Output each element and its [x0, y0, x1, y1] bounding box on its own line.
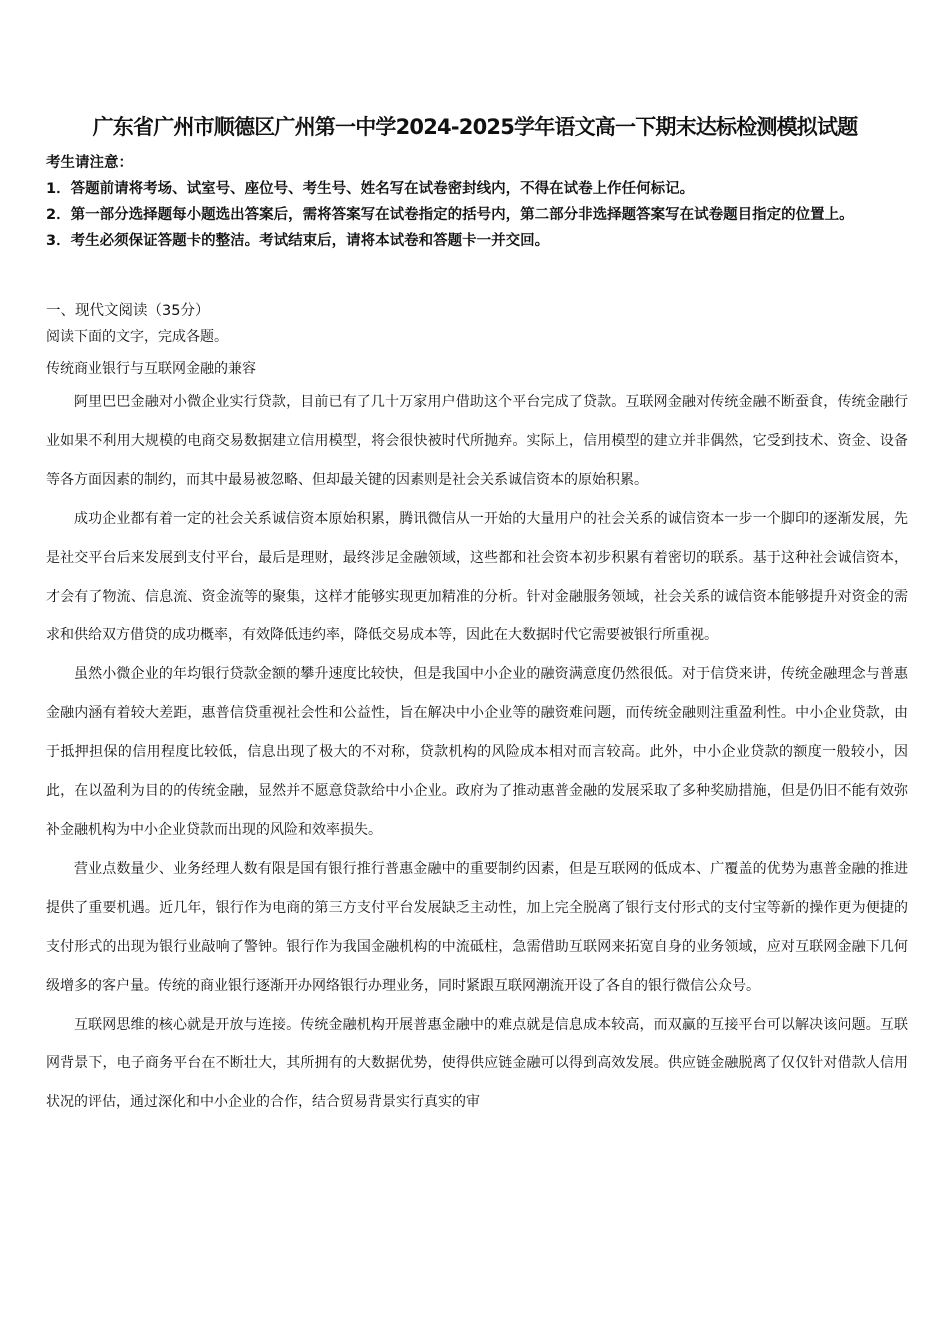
reading-section [46, 298, 908, 382]
section-instruction: 阅读下面的文字，完成各题。 [46, 329, 228, 345]
section-heading: 一、现代文阅读（35分） [46, 303, 210, 319]
article-paragraph-3: 虽然小微企业的年均银行贷款金额的攀升速度比较快，但是我国中小企业的融资满意度仍然很低。对于信贷来讲，传统金融理念与普惠金融内涵有着较大差距，惠普信贷重视社会性和公益性，旨在解决中小企业等的融资难问题，而传统金融则注重盈利性。中小企业贷款，由于抵押担保的信用程度比较低，信息出现了极大的不对称，贷款机构的风险成本相对而言较高。此外，中小企业贷款的额度一般较小，因此，在以盈利为目的的传统金融，显然并不愿意贷款给中小企业。政府为了推动惠普金融的发展采取了多种奖励措施，但是仍旧不能有效弥补金融机构为中小企业贷款而出现的风险和效率损失。 [46, 666, 908, 838]
notice-item-1: 1．答题前请将考场、试室号、座位号、考生号、姓名写在试卷密封线内，不得在试卷上作任何标记。 [46, 181, 695, 197]
notice-item-2: 2．第一部分选择题每小题选出答案后，需将答案写在试卷指定的括号内，第二部分非选择题答案写在试卷题目指定的位置上。 [46, 207, 854, 223]
article-paragraph-4: 营业点数量少、业务经理人数有限是国有银行推行普惠金融中的重要制约因素，但是互联网的低成本、广覆盖的优势为惠普金融的推进提供了重要机遇。近几年，银行作为电商的第三方支付平台发展缺乏主动性，加上完全脱离了银行支付形式的支付宝等新的操作更为便捷的支付形式的出现为银行业敲响了警钟。银行作为我国金融机构的中流砥柱，急需借助互联网来拓宽自身的业务领域，应对互联网金融下几何级增多的客户量。传统的商业银行逐渐开办网络银行办理业务，同时紧跟互联网潮流开设了各自的银行微信公众号。 [46, 860, 908, 994]
exam-title: 广东省广州市顺德区广州第一中学2024-2025学年语文高一下期末达标检测模拟试题 [92, 115, 858, 139]
candidate-notice [46, 150, 908, 254]
notice-item-3: 3．考生必须保证答题卡的整洁。考试结束后，请将本试卷和答题卡一并交回。 [46, 233, 550, 249]
article-paragraph-2: 成功企业都有着一定的社会关系诚信资本原始积累，腾讯微信从一开始的大量用户的社会关系的诚信资本一步一个脚印的逐渐发展，先是社交平台后来发展到支付平台，最后是理财，最终涉足金融领域，这些都和社会资本初步积累有着密切的联系。基于这种社会诚信资本，才会有了物流、信息流、资金流等的聚集，这样才能够实现更加精准的分析。针对金融服务领域，社会关系的诚信资本能够提升对资金的需求和供给双方借贷的成功概率，有效降低违约率，降低交易成本等，因此在大数据时代它需要被银行所重视。 [46, 510, 908, 644]
article-paragraph-5: 互联网思维的核心就是开放与连接。传统金融机构开展普惠金融中的难点就是信息成本较高，而双赢的互接平台可以解决该问题。互联网背景下，电子商务平台在不断壮大，其所拥有的大数据优势，使得供应链金融可以得到高效发展。供应链金融脱离了仅仅针对借款人信用状况的评估，通过深化和中小企业的合作，结合贸易背景实行真实的审 [46, 1016, 908, 1111]
article-paragraph-1: 阿里巴巴金融对小微企业实行贷款，目前已有了几十万家用户借助这个平台完成了贷款。互联网金融对传统金融不断蚕食，传统金融行业如果不利用大规模的电商交易数据建立信用模型，将会很快被时代所抛弃。实际上，信用模型的建立并非偶然，它受到技术、资金、设备等各方面因素的制约，而其中最易被忽略、但却最关键的因素则是社会关系诚信资本的原始积累。 [46, 394, 908, 488]
article-title: 传统商业银行与互联网金融的兼容 [46, 361, 256, 377]
notice-heading: 考生请注意： [46, 155, 133, 171]
article-body [46, 383, 908, 1122]
